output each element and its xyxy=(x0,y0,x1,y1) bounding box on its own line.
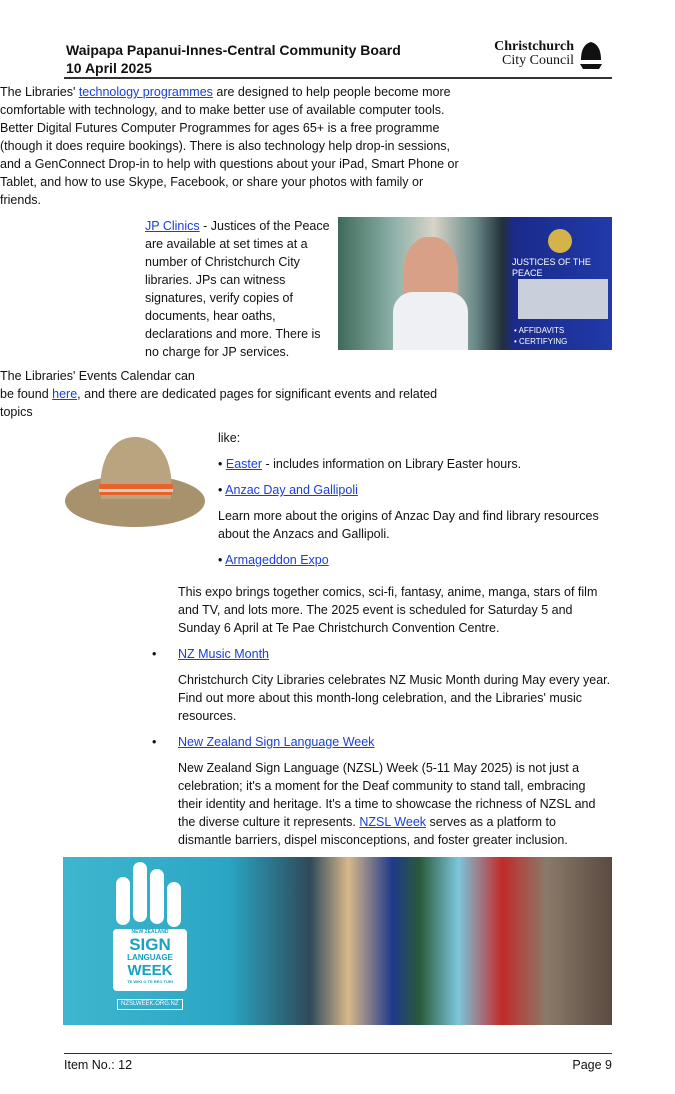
music-description: Christchurch City Libraries celebrates NZ Music Month during May every year. Find out more about this month-long celebration, and the Libraries' music resources. xyxy=(178,673,611,723)
jp-image-title: JUSTICES OF THE PEACE xyxy=(512,257,591,278)
bullet-music: • NZ Music Month xyxy=(152,647,269,661)
jp-clinics-link[interactable]: JP Clinics xyxy=(145,219,200,233)
nzsl-week-banner xyxy=(63,857,612,1025)
technology-programmes-link[interactable]: technology programmes xyxy=(78,85,213,99)
jp-section xyxy=(145,217,612,361)
seal-icon xyxy=(548,229,572,253)
board-name: Waipapa Papanui-Innes-Central Community Board xyxy=(66,42,401,58)
nz-music-month-link[interactable]: NZ Music Month xyxy=(178,647,269,661)
events-here-link[interactable]: here xyxy=(52,387,78,401)
events-line: The Libraries' Events Calendar can xyxy=(0,369,195,383)
man-shirt xyxy=(393,292,468,350)
nzsl-week-inline-link[interactable]: NZSL Week xyxy=(359,815,427,829)
bullet-nzsl: • New Zealand Sign Language Week xyxy=(152,735,375,749)
bullet-column xyxy=(218,429,612,577)
bullet-anzac: • Anzac Day and Gallipoli xyxy=(218,483,358,497)
jp-image-list: • AFFIDAVITS • CERTIFYING xyxy=(514,326,568,346)
slouch-hat-image xyxy=(63,429,208,535)
lower-bullets xyxy=(152,583,612,849)
logo-line1: Christchurch xyxy=(494,39,574,54)
anzac-description: Learn more about the origins of Anzac Day and find library resources about the Anzacs and Gallipoli. xyxy=(218,509,599,541)
page-number: Page 9 xyxy=(572,1058,612,1072)
events-like: like: xyxy=(218,431,241,445)
bullet-easter: • Easter - includes information on Library Easter hours. xyxy=(218,457,522,471)
easter-link[interactable]: Easter xyxy=(225,457,262,471)
jp-image xyxy=(338,217,612,350)
hat-and-bullets xyxy=(63,429,612,577)
armageddon-description: This expo brings together comics, sci-fi, fantasy, anime, manga, stars of film and TV, and lots more. The 2025 event is scheduled for Saturday 5 and Sunday 6 April at Te Pae Christchurch Convention Centre. xyxy=(178,585,598,635)
page-footer xyxy=(64,1053,612,1094)
nzsl-week-link[interactable]: New Zealand Sign Language Week xyxy=(178,735,375,749)
bullet-dot: • xyxy=(218,457,226,471)
item-number: Item No.: 12 xyxy=(64,1058,133,1072)
anzac-link[interactable]: Anzac Day and Gallipoli xyxy=(225,483,358,497)
sign-language-week-logo: NEW ZEALAND SIGN LANGUAGE WEEK TE WIKI O TE REO TURI xyxy=(113,929,187,991)
events-paragraph: The Libraries' Events Calendar can be found here, and there are dedicated pages for significant events and related topics xyxy=(0,367,467,421)
banner-url: NZSLWEEK.ORG.NZ xyxy=(117,999,183,1010)
bullet-armageddon: • Armageddon Expo xyxy=(218,553,329,567)
document-photo xyxy=(518,279,608,319)
nzsl-description: New Zealand Sign Language (NZSL) Week (5-11 May 2025) is not just a celebration; it's a moment for the Deaf community to stand tall, embracing their identity and heritage. It's a time to showcase the richness of NZSL and the diverse culture it represents. NZSL Week serves as a platform to dismantle barriers, dispel misconceptions, and foster greater inclusion. xyxy=(178,761,596,847)
logo-line2: City Council xyxy=(502,53,574,68)
hand-logo-icon xyxy=(88,857,198,932)
meeting-date: 10 April 2025 xyxy=(66,60,152,76)
technology-paragraph: The Libraries' technology programmes are designed to help people become more comfortable with technology, and to make better use of available computer tools. Better Digital Futures Computer Programmes for ages 65+ is a free programme (though it does require bookings). There is also technology help drop-in sessions, and a GenConnect Drop-in to help with questions about your iPad, Smart Phone or Tablet, and how to use Skype, Facebook, or share your photos with family or friends. xyxy=(0,85,459,207)
armageddon-link[interactable]: Armageddon Expo xyxy=(225,553,329,567)
jp-paragraph: JP Clinics - Justices of the Peace are available at set times at a number of Christchurch City libraries. JPs can witness signatures, verify copies of documents, hear oaths, declarations and more. There is no charge for JP services. xyxy=(145,219,330,359)
